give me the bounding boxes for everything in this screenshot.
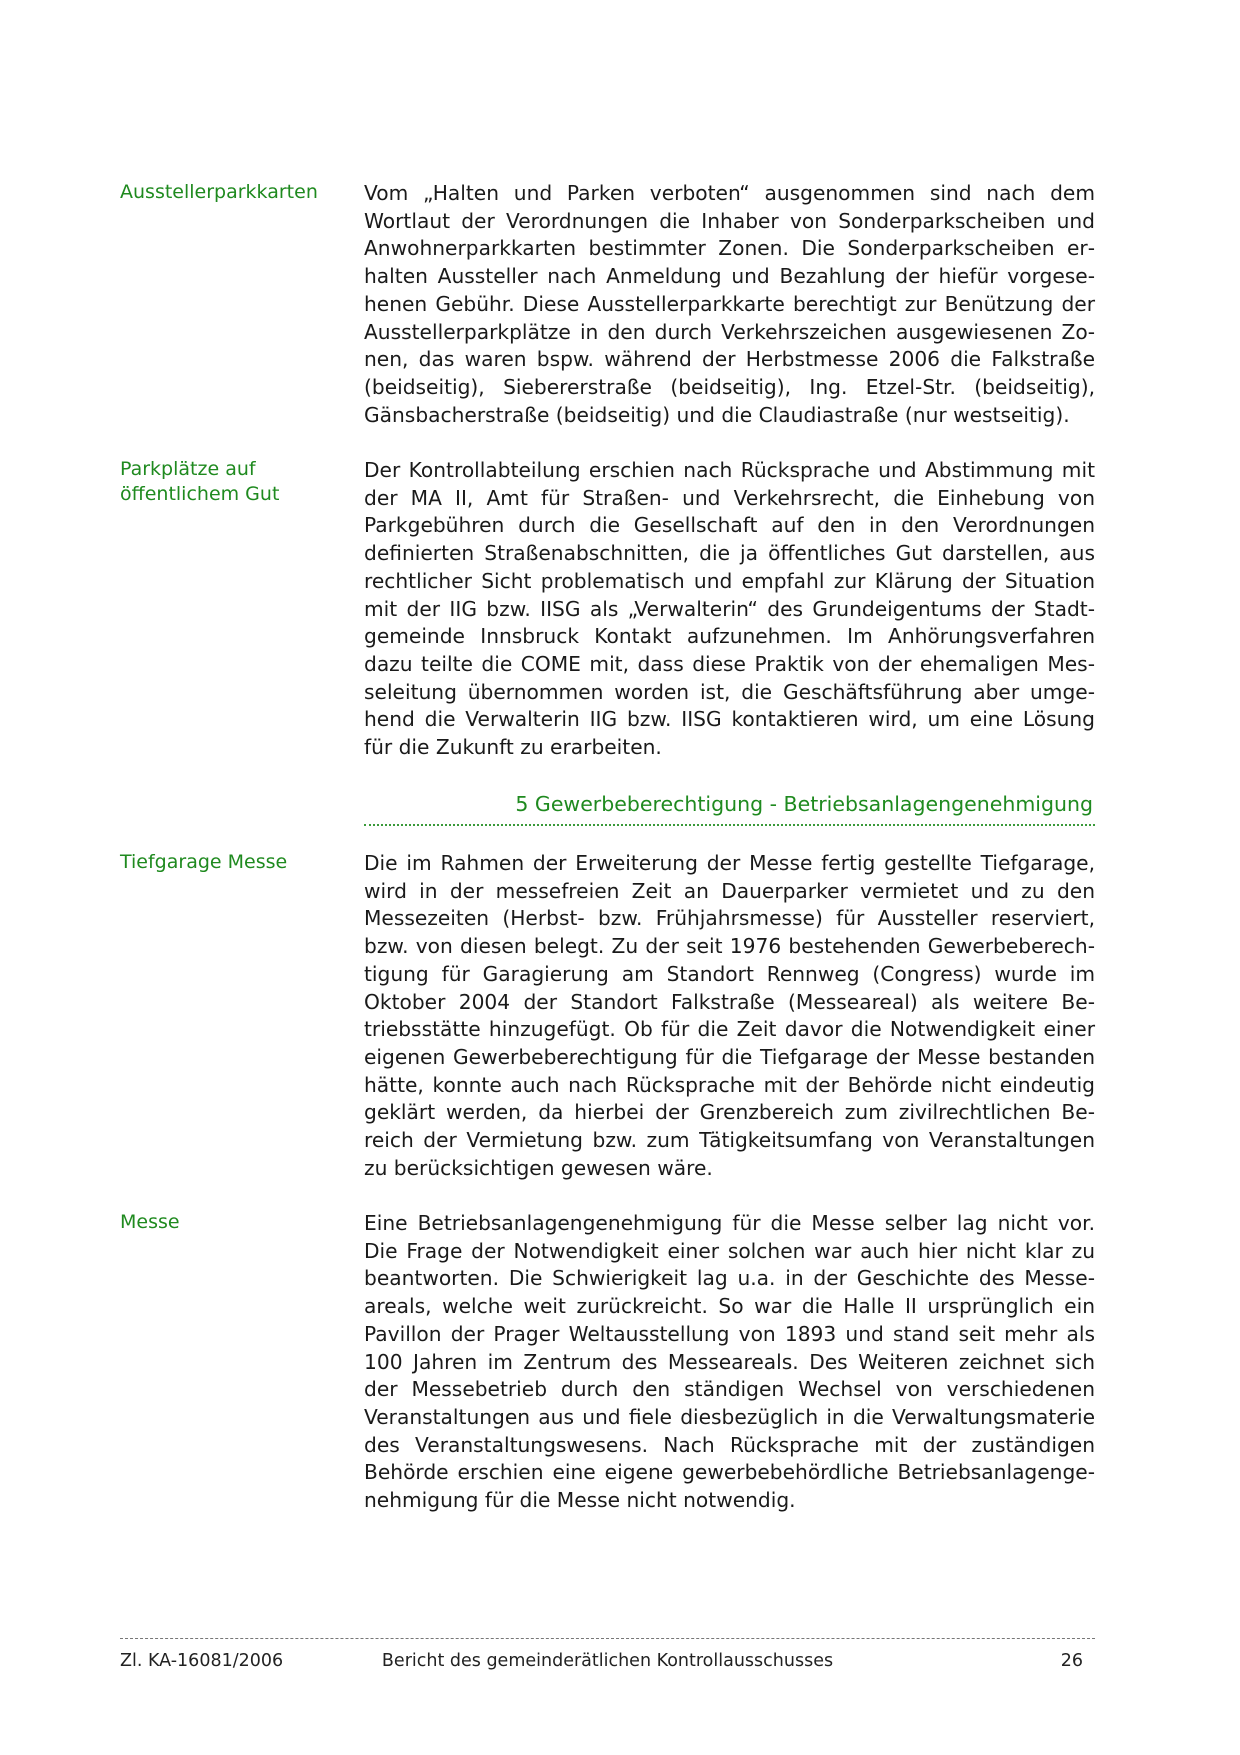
- footer-title: Bericht des gemeinderätlichen Kontrollausschusses: [381, 1651, 834, 1671]
- margin-label: Parkplätze auf öffentlichem Gut: [120, 458, 280, 505]
- paragraph: Der Kontrollabteilung erschien nach Rücksprache und Abstimmung mit der MA II, Amt für Straßen- und Verkehrsrecht, die Einhebung von Parkgebühren durch die Gesellschaft auf den in den Verordnungen definierten Straßenabschnitten, die ja öffentliches Gut darstellen, aus rechtlicher Sicht problematisch und empfahl zur Klärung der Situation mit der IIG bzw. IISG als „Verwalterin“ des Grundeigentums der Stadtgemeinde Innsbruck Kontakt aufzunehmen. Im Anhörungsverfahren dazu teilte die COME mit, dass diese Praktik von der ehemaligen Messeleitung übernommen worden ist, die Geschäftsführung aber umgehend die Verwalterin IIG bzw. IISG kontaktieren wird, um eine Lösung für die Zukunft zu erarbeiten.: [364, 458, 1095, 760]
- section-heading: [364, 790, 1095, 826]
- page-number: 26: [1060, 1651, 1083, 1671]
- page-footer: [120, 1638, 1095, 1673]
- heading-dotted-rule: [364, 824, 1095, 826]
- paragraph: Die im Rahmen der Erweiterung der Messe fertig gestellte Tiefgarage, wird in der messefreien Zeit an Dauerparker vermietet und zu den Messezeiten (Herbst- bzw. Frühjahrsmesse) für Aussteller reserviert, bzw. von diesen belegt. Zu der seit 1976 bestehenden Gewerbeberechtigung für Garagierung am Standort Rennweg (Congress) wurde im Oktober 2004 der Standort Falkstraße (Messeareal) als weitere Betriebsstätte hinzugefügt. Ob für die Zeit davor die Notwendigkeit einer eigenen Gewerbeberechtigung für die Tiefgarage der Messe bestanden hätte, konnte auch nach Rücksprache mit der Behörde nicht eindeutig geklärt werden, da hierbei der Grenzbereich zum zivilrechtlichen Bereich der Vermietung bzw. zum Tätigkeitsumfang von Veranstaltungen zu berücksichtigen gewesen wäre.: [364, 851, 1095, 1180]
- heading-title: 5 Gewerbeberechtigung - Betriebsanlagengenehmigung: [515, 792, 1093, 816]
- margin-label: Messe: [120, 1211, 180, 1233]
- paragraph: Vom „Halten und Parken verboten“ ausgenommen sind nach dem Wortlaut der Verordnungen die Inhaber von Sonderparkscheiben und Anwohnerparkkarten bestimmter Zonen. Die Sonderparkscheiben erhalten Aussteller nach Anmeldung und Bezahlung der hiefür vorgesehenen Gebühr. Diese Ausstellerparkkarte berechtigt zur Benützung der Ausstellerparkplätze in den durch Verkehrszeichen ausgewiesenen Zonen, das waren bspw. während der Herbstmesse 2006 die Falkstraße (beidseitig), Siebererstraße (beidseitig), Ing. Etzel-Str. (beidseitig), Gänsbacherstraße (beidseitig) und die Claudiastraße (nur westseitig).: [364, 181, 1095, 427]
- margin-label: Tiefgarage Messe: [120, 851, 288, 873]
- margin-label: Ausstellerparkkarten: [120, 181, 318, 203]
- footer-reference: Zl. KA-16081/2006: [120, 1651, 284, 1671]
- paragraph: Eine Betriebsanlagengenehmigung für die Messe selber lag nicht vor. Die Frage der Notwendigkeit einer solchen war auch hier nicht klar zu beantworten. Die Schwierigkeit lag u.a. in der Geschichte des Messeareals, welche weit zurückreicht. So war die Halle II ursprünglich ein Pavillon der Prager Weltausstellung von 1893 und stand seit mehr als 100 Jahren im Zentrum des Messeareals. Des Weiteren zeichnet sich der Messebetrieb durch den ständigen Wechsel von verschiedenen Veranstaltungen aus und fiele diesbezüglich in die Verwaltungsmaterie des Veranstaltungswesens. Nach Rücksprache mit der zuständigen Behörde erschien eine eigene gewerbebehördliche Betriebsanlagengenehmigung für die Messe nicht notwendig.: [364, 1211, 1095, 1513]
- footer-dashed-rule: [120, 1638, 1095, 1639]
